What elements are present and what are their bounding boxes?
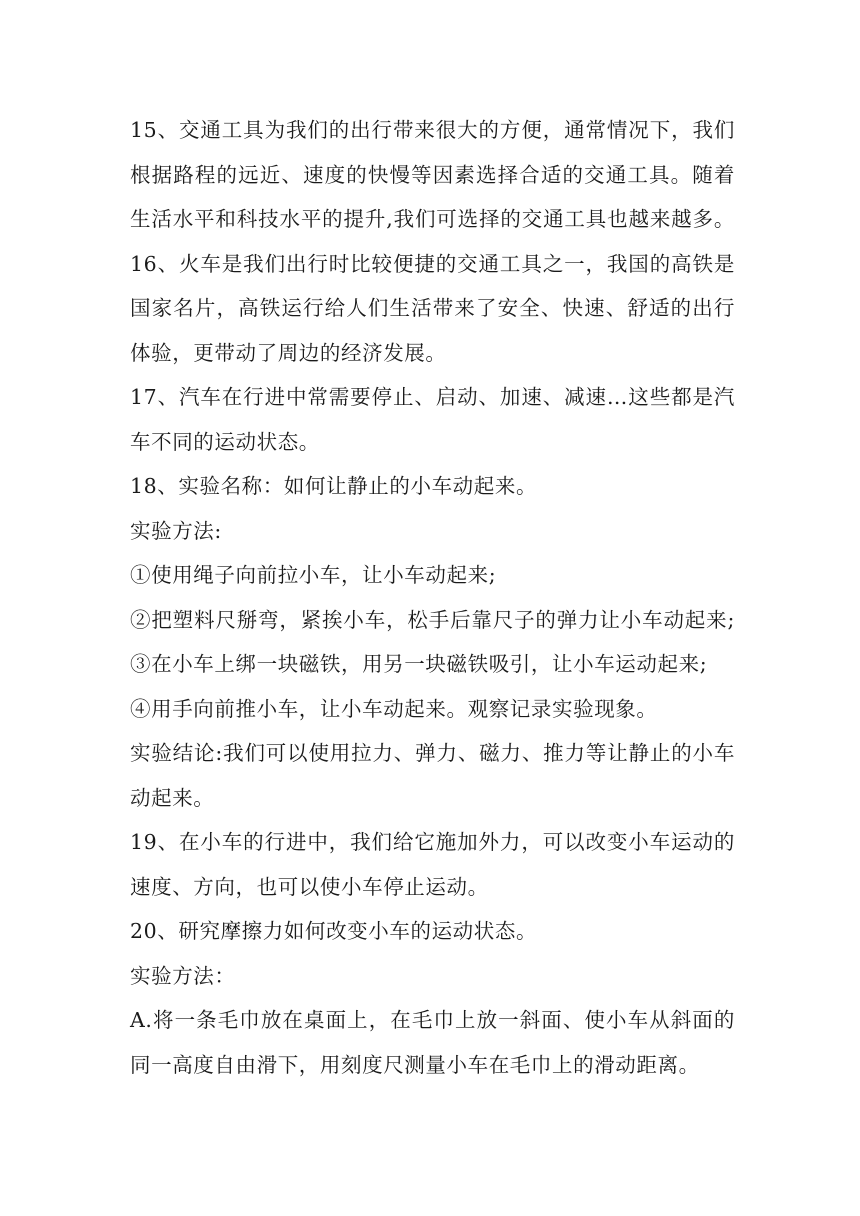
text-line: 20、研究摩擦力如何改变小车的运动状态。 [130,919,538,943]
text-line: 根据路程的远近、速度的快慢等因素选择合适的交通工具。随着 [130,162,735,187]
text-line: ④用手向前推小车，让小车动起来。观察记录实验现象。 [130,696,658,721]
text-line: 实验方法： [130,963,236,988]
text-line: 车不同的运动状态。 [130,429,320,454]
text-line: 速度、方向，也可以使小车停止运动。 [130,874,489,899]
text-line: ①使用绳子向前拉小车，让小车动起来; [130,563,497,587]
text-line: 同一高度自由滑下，用刻度尺测量小车在毛巾上的滑动距离。 [130,1052,700,1077]
document-body [130,108,735,1087]
text-line: 动起来。 [130,785,215,810]
text-line: 生活水平和科技水平的提升,我们可选择的交通工具也越来越多。 [130,207,735,231]
text-line: A.将一条毛巾放在桌面上，在毛巾上放一斜面、使小车从斜面的 [130,1008,735,1032]
text-line: 19、在小车的行进中，我们给它施加外力，可以改变小车运动的 [130,830,735,854]
text-line: 实验方法: [130,518,222,543]
text-line: ③在小车上绑一块磁铁，用另一块磁铁吸引，让小车运动起来; [130,652,708,676]
text-line: 国家名片，高铁运行给人们生活带来了安全、快速、舒适的出行 [130,296,735,320]
text-line: 实验结论:我们可以使用拉力、弹力、磁力、推力等让静止的小车 [130,741,735,765]
text-line: 18、实验名称：如何让静止的小车动起来。 [130,474,538,498]
text-line: 16、火车是我们出行时比较便捷的交通工具之一，我国的高铁是 [130,251,735,276]
text-line: 15、交通工具为我们的出行带来很大的方便，通常情况下，我们 [130,118,735,142]
text-line: ②把塑料尺掰弯，紧挨小车，松手后靠尺子的弹力让小车动起来; [130,607,735,632]
text-line: 体验，更带动了周边的经济发展。 [130,340,447,365]
text-line: 17、汽车在行进中常需要停止、启动、加速、减速…这些都是汽 [130,385,735,409]
